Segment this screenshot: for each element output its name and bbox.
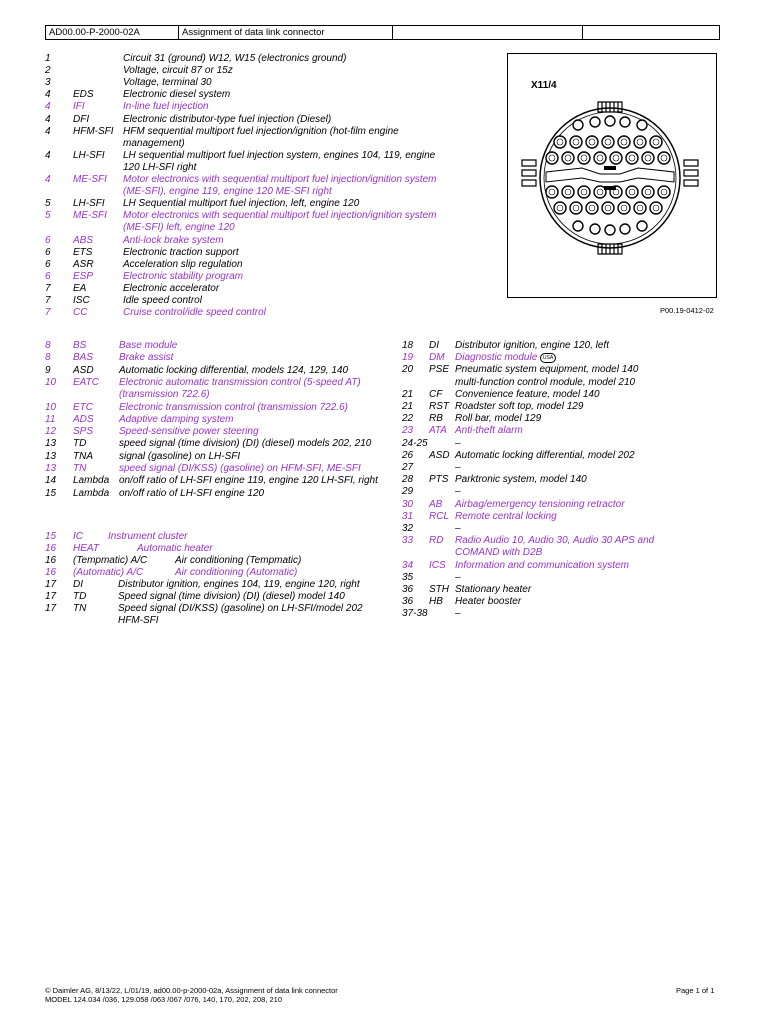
pin-description: Radio Audio 10, Audio 30, Audio 30 APS and (455, 535, 655, 547)
pin-description: on/off ratio of LH-SFI engine 119, engine 120 LH-SFI, right (119, 475, 378, 487)
pin-description: Roll bar, model 129 (455, 413, 542, 425)
pin-number: 8 (45, 340, 51, 351)
pin-number: 15 (45, 531, 57, 542)
pin-abbreviation: CC (73, 307, 88, 319)
pin-description: Anti-lock brake system (123, 234, 224, 246)
page-number: Page 1 of 1 (676, 986, 715, 995)
pin-number: 3 (45, 77, 51, 89)
pin-number: 6 (45, 246, 51, 258)
pin-abbreviation: CF (429, 388, 443, 400)
usa-badge-icon: USA (540, 353, 556, 363)
pin-description: – (455, 608, 461, 620)
pin-abbreviation: HFM-SFI (73, 125, 114, 137)
pin-abbreviation: DI (73, 579, 83, 590)
pin-description: COMAND with D2B (455, 547, 543, 559)
pin-description: Voltage, circuit 87 or 15z (123, 65, 233, 77)
pin-description: Electronic automatic transmission control (5-speed AT) (119, 376, 361, 388)
pin-description: Circuit 31 (ground) W12, W15 (electronics ground) (123, 53, 347, 64)
pin-number: 15 (45, 487, 57, 499)
pin-number: 23 (402, 425, 414, 437)
pin-description: Airbag/emergency tensioning retractor (455, 498, 625, 510)
pin-number: 12 (45, 426, 57, 438)
pin-number: 7 (45, 282, 51, 294)
pin-abbreviation: PSE (429, 364, 450, 376)
pin-description: LH Sequential multiport fuel injection, left, engine 120 (123, 198, 360, 210)
pin-description: Information and communication system (455, 559, 629, 571)
connector-label: X11/4 (531, 80, 557, 91)
pin-abbreviation: IFI (73, 101, 85, 113)
pin-abbreviation: LH-SFI (73, 198, 105, 210)
pin-number: 29 (402, 486, 414, 498)
pin-description: Electronic accelerator (123, 282, 220, 294)
pin-description: Instrument cluster (108, 531, 188, 542)
pin-description: – (455, 462, 461, 473)
pin-description: speed signal (time division) (DI) (diesel) models 202, 210 (119, 438, 372, 450)
pin-number: 2 (45, 65, 51, 77)
pin-number: 33 (402, 535, 414, 547)
pin-abbreviation: HEAT (73, 543, 99, 554)
pin-description: Brake assist (119, 352, 174, 364)
pin-abbreviation: ASD (73, 364, 94, 376)
pin-number: 4 (45, 101, 51, 113)
pin-abbreviation: HB (429, 596, 443, 608)
pin-description: Idle speed control (123, 295, 202, 306)
pin-description: on/off ratio of LH-SFI engine 120 (119, 487, 265, 499)
pin-abbreviation: SPS (73, 426, 94, 438)
pin-number: 16 (45, 543, 57, 554)
pin-description: Remote central locking (455, 510, 557, 522)
pin-abbreviation: ABS (73, 234, 94, 246)
pin-description: (transmission 722.6) (119, 389, 210, 401)
pin-description: management) (123, 137, 185, 149)
pin-abbreviation: BAS (73, 352, 94, 364)
pin-abbreviation: TNA (73, 450, 93, 462)
pin-number: 4 (45, 125, 51, 137)
pin-abbreviation: EA (73, 282, 87, 294)
pin-description: Speed signal (DI/KSS) (gasoline) on LH-SFI/model 202 (118, 603, 363, 614)
pin-abbreviation: AB (429, 498, 443, 510)
pin-description: Distributor ignition, engine 120, left (455, 340, 609, 351)
connector-drawing (520, 98, 700, 268)
figure-reference: P00.19-0412-02 (660, 306, 714, 315)
pin-abbreviation: ESP (73, 270, 94, 282)
pin-description: Motor electronics with sequential multiport fuel injection/ignition system (123, 210, 437, 222)
pin-description: Stationary heater (455, 584, 532, 595)
pin-abbreviation: TD (73, 591, 87, 602)
footer-models: MODEL 124.034 /036, 129.058 /063 /067 /076, 140, 170, 202, 208, 210 (45, 995, 282, 1004)
pin-number: 37-38 (402, 608, 428, 620)
pin-description: Automatic locking differential, model 202 (455, 449, 635, 461)
pin-abbreviation: ETS (73, 246, 93, 258)
pin-number: 36 (402, 584, 414, 595)
pin-abbreviation: EATC (73, 376, 99, 388)
pin-abbreviation: RST (429, 401, 449, 412)
pin-abbreviation: TN (73, 463, 87, 474)
pin-abbreviation: BS (73, 340, 87, 351)
pin-abbreviation: ASD (429, 449, 450, 461)
pin-description: Air conditioning (Automatic) (175, 567, 298, 578)
pin-description: Roadster soft top, model 129 (455, 401, 584, 412)
pin-number: 34 (402, 559, 414, 571)
pin-description: Heater booster (455, 596, 522, 608)
pin-abbreviation: ME-SFI (73, 174, 107, 185)
pin-number: 6 (45, 270, 51, 282)
pin-description: Acceleration slip regulation (123, 258, 243, 270)
pin-number: 14 (45, 475, 57, 487)
pin-number: 4 (45, 149, 51, 161)
pin-number: 7 (45, 295, 51, 306)
pin-abbreviation: DM (429, 352, 445, 364)
pin-description: Motor electronics with sequential multiport fuel injection/ignition system (123, 174, 437, 185)
pin-abbreviation: ISC (73, 295, 90, 306)
pin-number: 26 (402, 449, 414, 461)
pin-number: 16 (45, 567, 57, 578)
pin-number: 5 (45, 210, 51, 222)
pin-description: Speed signal (time division) (DI) (diesel) model 140 (118, 591, 345, 602)
pin-abbreviation: RD (429, 535, 444, 547)
pin-number: 6 (45, 258, 51, 270)
pin-abbreviation: TD (73, 438, 87, 450)
pin-abbreviation: RCL (429, 510, 450, 522)
pin-number: 18 (402, 340, 414, 351)
pin-abbreviation: STH (429, 584, 449, 595)
pin-description: Adaptive damping system (119, 413, 234, 425)
pin-description: Electronic traction support (123, 246, 239, 258)
pin-abbreviation: ETC (73, 401, 93, 413)
pin-number: 21 (402, 401, 414, 412)
pin-number: 4 (45, 174, 51, 185)
pin-abbreviation: (Automatic) A/C (73, 567, 144, 578)
pin-number: 4 (45, 89, 51, 101)
pin-abbreviation: EDS (73, 89, 94, 101)
pin-abbreviation: ICS (429, 559, 446, 571)
pin-number: 21 (402, 388, 414, 400)
pin-number: 7 (45, 307, 51, 319)
pin-description: – (455, 523, 461, 534)
pin-description: (ME-SFI), engine 119, engine 120 ME-SFI right (123, 186, 332, 198)
pin-description: Air conditioning (Tempmatic) (175, 555, 302, 566)
pin-abbreviation: (Tempmatic) A/C (73, 555, 148, 566)
pin-number: 16 (45, 555, 57, 566)
pin-number: 24-25 (402, 437, 428, 449)
pin-number: 11 (45, 413, 56, 425)
pin-abbreviation: ATA (429, 425, 447, 437)
pin-number: 31 (402, 510, 414, 522)
pin-description: Automatic heater (137, 543, 213, 554)
pin-number: 28 (402, 474, 414, 486)
pin-abbreviation: ASR (73, 258, 94, 270)
pin-number: 1 (45, 53, 51, 64)
pin-number: 8 (45, 352, 51, 364)
pin-description: HFM sequential multiport fuel injection/ignition (hot-film engine (123, 125, 399, 137)
pin-description: (ME-SFI) left, engine 120 (123, 222, 235, 234)
pin-description: Electronic transmission control (transmission 722.6) (119, 401, 348, 413)
pin-description: Automatic locking differential, models 124, 129, 140 (119, 364, 349, 376)
pin-description: Speed-sensitive power steering (119, 426, 259, 438)
pin-number: 19 (402, 352, 414, 364)
pin-number: 5 (45, 198, 51, 210)
header-doc-id: AD00.00-P-2000-02A (46, 26, 179, 39)
pin-number: 22 (402, 413, 414, 425)
pin-number: 36 (402, 596, 414, 608)
pin-description: In-line fuel injection (123, 101, 209, 113)
pin-number: 27 (402, 462, 414, 473)
pin-number: 13 (45, 463, 57, 474)
pin-description: multi-function control module, model 210 (455, 376, 636, 388)
pin-number: 4 (45, 113, 51, 125)
pin-abbreviation: ME-SFI (73, 210, 107, 222)
pin-description: Pneumatic system equipment, model 140 (455, 364, 639, 376)
pin-number: 17 (45, 603, 57, 614)
pin-number: 32 (402, 523, 414, 534)
pin-number: 35 (402, 571, 414, 583)
pin-number: 10 (45, 376, 57, 388)
pin-abbreviation: Lambda (73, 487, 110, 499)
pin-number: 6 (45, 234, 51, 246)
pin-description: Anti-theft alarm (455, 425, 523, 437)
pin-description: Distributor ignition, engines 104, 119, engine 120, right (118, 579, 360, 590)
pin-abbreviation: DI (429, 340, 439, 351)
pin-abbreviation: DFI (73, 113, 90, 125)
pin-description: Convenience feature, model 140 (455, 388, 600, 400)
pin-description: LH sequential multiport fuel injection system, engines 104, 119, engine (123, 149, 436, 161)
pin-number: 9 (45, 364, 51, 376)
pin-description: Voltage, terminal 30 (123, 77, 212, 89)
pin-description: – (455, 437, 461, 449)
pin-number: 20 (402, 364, 414, 376)
header-cell-3 (393, 26, 583, 39)
header-title: Assignment of data link connector (179, 26, 393, 39)
pin-abbreviation: Lambda (73, 475, 110, 487)
pin-description: Electronic diesel system (123, 89, 231, 101)
pin-description: 120 LH-SFI right (123, 161, 197, 173)
pin-description: Electronic stability program (123, 270, 244, 282)
pin-description: signal (gasoline) on LH-SFI (119, 450, 241, 462)
pin-description: – (455, 571, 461, 583)
footer-copyright: © Daimler AG, 8/13/22, L/01/19, ad00.00-p-2000-02a, Assignment of data link connector (45, 986, 338, 995)
pin-number: 17 (45, 591, 57, 602)
pin-abbreviation: ADS (73, 413, 94, 425)
pin-number: 17 (45, 579, 57, 590)
pin-description: Diagnostic module USA (455, 352, 556, 364)
pin-description: Electronic distributor-type fuel injection (Diesel) (123, 113, 332, 125)
pin-description: Base module (119, 340, 178, 351)
header-cell-4 (583, 26, 719, 39)
pin-description: – (455, 486, 461, 498)
pin-number: 10 (45, 401, 57, 413)
pin-abbreviation: RB (429, 413, 443, 425)
pin-abbreviation: TN (73, 603, 87, 614)
pin-description: speed signal (DI/KSS) (gasoline) on HFM-SFI, ME-SFI (119, 463, 361, 474)
pin-abbreviation: PTS (429, 474, 449, 486)
pin-number: 13 (45, 438, 57, 450)
pin-description: HFM-SFI (118, 615, 159, 626)
pin-description: Parktronic system, model 140 (455, 474, 587, 486)
pin-abbreviation: IC (73, 531, 83, 542)
header-table (45, 25, 720, 40)
pin-number: 13 (45, 450, 57, 462)
pin-abbreviation: LH-SFI (73, 149, 105, 161)
pin-description: Cruise control/idle speed control (123, 307, 266, 319)
pin-number: 30 (402, 498, 414, 510)
